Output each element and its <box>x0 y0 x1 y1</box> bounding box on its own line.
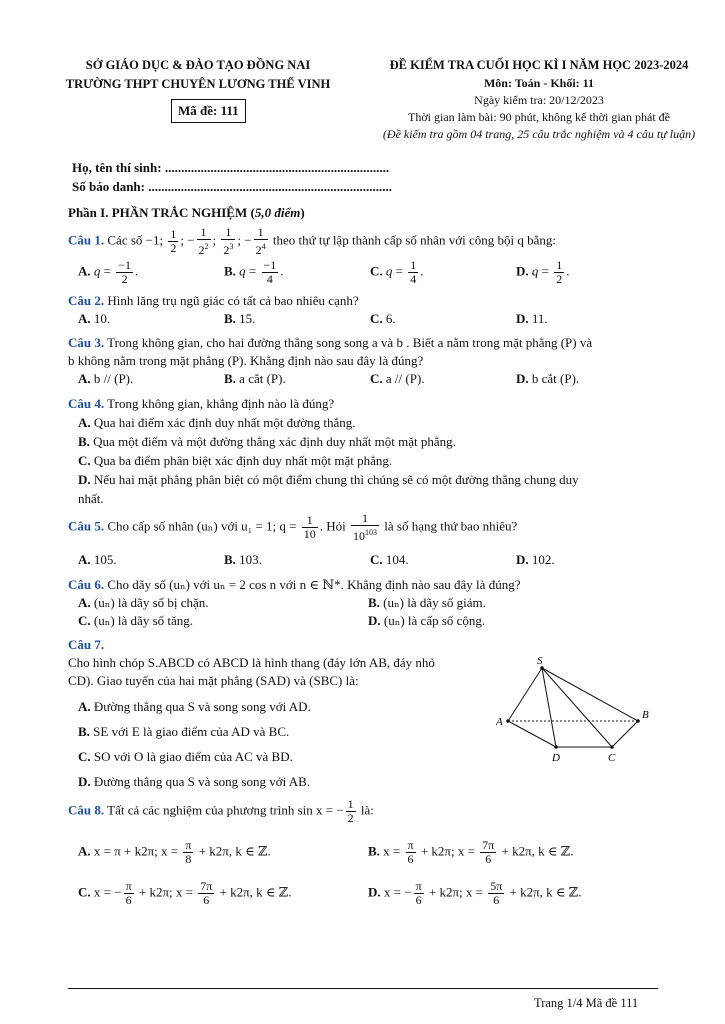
edge-cb <box>612 721 638 747</box>
q2-option-a[interactable]: A. 10. <box>78 311 111 326</box>
header-right <box>356 56 722 143</box>
q5-option-b[interactable]: B. 103. <box>224 552 262 567</box>
q7-option-b[interactable]: B. SE với E là giao điểm của AD và BC. <box>78 724 290 739</box>
edge-sa <box>508 668 542 721</box>
school-name: TRƯỜNG THPT CHUYÊN LƯƠNG THẾ VINH <box>65 77 331 91</box>
page-footer: Trang 1/4 Mã đề 111 <box>534 996 639 1010</box>
vertex-label-d: D <box>552 752 560 764</box>
q4-option-d[interactable]: D. Nếu hai mặt phẳng phân biệt có một điểm chung thì chúng sẽ có một đường thẳng chung duy nhất. <box>78 472 579 506</box>
vertex-label-c: C <box>608 752 616 764</box>
question-6: Câu 6. Cho dãy số (uₙ) với uₙ = 2 cos n với n ∈ ℕ*. Khẳng định nào sau đây là đúng? A. (uₙ) là dãy số bị chặn. B. (uₙ) là dãy số giảm. C. (uₙ) là dãy số tăng. D. (uₙ) là cấp số cộng. <box>68 576 658 630</box>
exam-duration: Thời gian làm bài: 90 phút, không kể thời gian phát đề <box>408 110 670 124</box>
q1-option-b[interactable]: B. q = $\frac{-1}{4}$ . <box>224 258 284 286</box>
edge-ad <box>508 721 556 747</box>
q8-option-a[interactable]: A. x = π + k2π; x = $\frac{\pi}{8}$ + k2π, k ∈ ℤ. <box>78 838 271 866</box>
question-7: Câu 7. Cho hình chóp S.ABCD có ABCD là hình thang (đáy lớn AB, đáy nhỏ CD). Giao tuyến của hai mặt phẳng (SAD) và (SBC) là: A. Đường thẳng qua S và song song với AD. B. SE với E là giao điểm của AD và BC. C. SO với O là giao điểm của AC và BD. D. Đường thẳng qua S và song song với AB. <box>68 636 498 791</box>
student-id-field[interactable]: Số báo danh: ........................................................................... <box>72 179 392 194</box>
vertex-label-a: A <box>496 716 503 728</box>
fraction: $\frac{1}{2}$ <box>347 797 354 825</box>
question-4: Câu 4. Trong không gian, khẳng định nào là đúng? A. Qua hai điểm xác định duy nhất một đường thẳng. B. Qua một điểm và một đường thẳng xác định duy nhất một mặt phẳng. C. Qua ba điểm phân biệt xác định duy nhất một mặt phẳng. D. Nếu hai mặt phẳng phân biệt có một điểm chung thì chúng sẽ có một đường thẳng chung duy nhất. <box>68 394 658 508</box>
q7-option-c[interactable]: C. SO với O là giao điểm của AC và BD. <box>78 749 293 764</box>
question-5: Câu 5. Cho cấp số nhân (uₙ) với u₁ = 1; q = $\frac{1}{10}$ . Hỏi $\frac{1}{10^{103}}$ là số hạng thứ bao nhiêu? A. 105. B. 103. C. 104. D. 102. <box>68 512 658 569</box>
exam-subject: Môn: Toán - Khối: 11 <box>483 76 595 90</box>
q6-option-c[interactable]: C. (uₙ) là dãy số tăng. <box>78 613 194 628</box>
exam-note: (Đề kiểm tra gồm 04 trang, 25 câu trắc nghiệm và 4 câu tự luận) <box>382 127 696 141</box>
q2-option-c[interactable]: C. 6. <box>370 311 396 326</box>
question-1: Câu 1. Các số −1; $\frac{1}{2}$ ; − $\frac{1}{2^2}$ ; $\frac{1}{2^3}$ ; − $\frac{1}{2^4}$ theo thứ tự lập thành cấp số nhân với công bội q bằng: A. q = $\frac{-1}{2}$ . B. q = $\frac{-1}{4}$ . C. q = $\frac{1}{4}$ . D. q = $\frac{1}{2}$ . <box>68 226 658 286</box>
student-name-field[interactable]: Họ, tên thí sinh: ..................................................................... <box>72 160 390 175</box>
vertex-label-s: S <box>537 655 543 667</box>
q3-option-b[interactable]: B. a cắt (P). <box>224 371 286 386</box>
fraction: $\frac{1}{2^2}$ <box>198 225 209 257</box>
q6-option-b[interactable]: B. (uₙ) là dãy số giảm. <box>368 595 486 610</box>
fraction: $\frac{1}{2}$ <box>170 227 177 255</box>
q2-option-d[interactable]: D. 11. <box>516 311 548 326</box>
exam-title: ĐỀ KIỂM TRA CUỐI HỌC KÌ I NĂM HỌC 2023-2024 <box>389 58 689 72</box>
fraction: $\frac{1}{2^4}$ <box>255 225 266 257</box>
question-8: Câu 8. Tất cả các nghiệm của phương trình sin x = − $\frac{1}{2}$ là: A. x = π + k2π; x = $\frac{\pi}{8}$ + k2π, k ∈ ℤ. B. x = $\frac{\pi}{6}$ + k2π; x = $\frac{7\pi}{6}$ + k2π, k ∈ ℤ. C. x = − $\frac{\pi}{6}$ + k2π; x = $\frac{7\pi}{6}$ + k2π, k ∈ ℤ. D. x = − $\frac{\pi}{6}$ + k2π; x = $\frac{5\pi}{6}$ + k2π, k ∈ ℤ. <box>68 798 658 907</box>
q7-option-a[interactable]: A. Đường thẳng qua S và song song với AD. <box>78 699 311 714</box>
q3-option-d[interactable]: D. b cắt (P). <box>516 371 580 386</box>
q1-option-c[interactable]: C. q = $\frac{1}{4}$ . <box>370 258 424 286</box>
q7-option-d[interactable]: D. Đường thẳng qua S và song song với AB. <box>78 774 311 789</box>
q1-option-d[interactable]: D. q = $\frac{1}{2}$ . <box>516 258 570 286</box>
vertex-label-b: B <box>642 709 649 721</box>
q3-option-a[interactable]: A. b // (P). <box>78 371 134 386</box>
edge-sb <box>542 668 638 721</box>
fraction: $\frac{1}{10}$ <box>303 513 316 541</box>
q6-option-a[interactable]: A. (uₙ) là dãy số bị chặn. <box>78 595 209 610</box>
q8-option-c[interactable]: C. x = − $\frac{\pi}{6}$ + k2π; x = $\frac{7\pi}{6}$ + k2π, k ∈ ℤ. <box>78 879 292 907</box>
pyramid-figure <box>496 654 656 766</box>
q8-option-d[interactable]: D. x = − $\frac{\pi}{6}$ + k2π; x = $\frac{5\pi}{6}$ + k2π, k ∈ ℤ. <box>368 879 582 907</box>
edge-sc <box>542 668 612 747</box>
question-2: Câu 2. Hình lăng trụ ngũ giác có tất cả bao nhiêu cạnh? A. 10. B. 15. C. 6. D. 11. <box>68 292 658 328</box>
q5-option-d[interactable]: D. 102. <box>516 552 555 567</box>
q4-option-a[interactable]: A. Qua hai điểm xác định duy nhất một đường thẳng. <box>78 415 356 430</box>
edge-sd <box>542 668 556 747</box>
q3-option-c[interactable]: C. a // (P). <box>370 371 425 386</box>
q4-option-c[interactable]: C. Qua ba điểm phân biệt xác định duy nhất một mặt phẳng. <box>78 453 393 468</box>
student-info <box>72 158 392 196</box>
fraction: $\frac{1}{10^{103}}$ <box>353 511 377 543</box>
question-3: Câu 3. Trong không gian, cho hai đường thẳng song song a và b . Biết a nằm trong mặt phẳng (P) và b không nằm trong mặt phẳng (P). Khẳng định nào sau đây là đúng? A. b // (P). B. a cắt (P). C. a // (P). D. b cắt (P). <box>68 334 658 388</box>
exam-date: Ngày kiểm tra: 20/12/2023 <box>474 93 604 107</box>
q4-option-b[interactable]: B. Qua một điểm và một đường thẳng xác định duy nhất một mặt phẳng. <box>78 434 456 449</box>
fraction: $\frac{1}{2^3}$ <box>223 225 234 257</box>
header-left <box>48 56 348 94</box>
q6-option-d[interactable]: D. (uₙ) là cấp số cộng. <box>368 613 486 628</box>
q5-option-c[interactable]: C. 104. <box>370 552 409 567</box>
q8-option-b[interactable]: B. x = $\frac{\pi}{6}$ + k2π; x = $\frac{7\pi}{6}$ + k2π, k ∈ ℤ. <box>368 838 574 866</box>
footer-divider <box>68 988 658 989</box>
department-name: SỞ GIÁO DỤC & ĐÀO TẠO ĐỒNG NAI <box>85 58 311 72</box>
q2-option-b[interactable]: B. 15. <box>224 311 256 326</box>
section-title: Phần I. PHẦN TRẮC NGHIỆM (5,0 điểm) <box>68 205 305 220</box>
q1-option-a[interactable]: A. q = $\frac{-1}{2}$ . <box>78 258 139 286</box>
exam-code-box: Mã đề: 111 <box>171 99 246 123</box>
q5-option-a[interactable]: A. 105. <box>78 552 117 567</box>
